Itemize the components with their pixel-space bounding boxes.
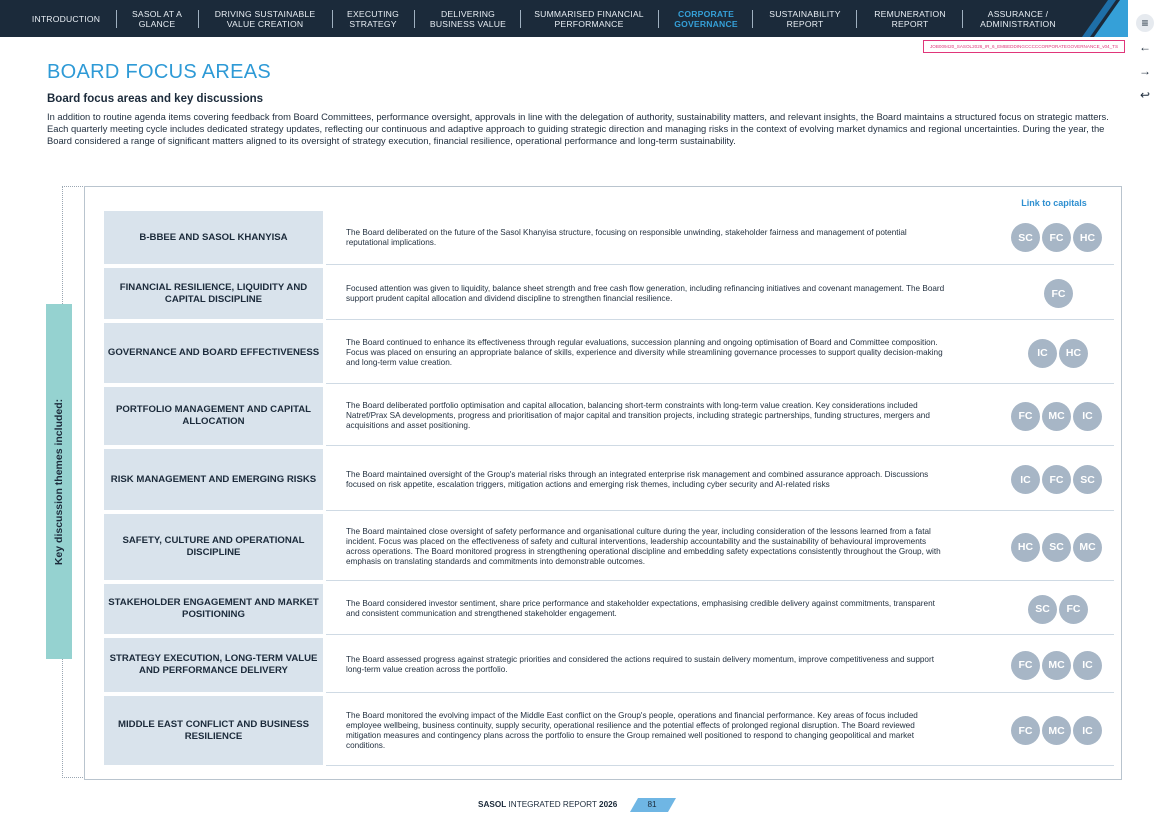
capital-badge: HC — [1011, 533, 1040, 562]
capitals-group — [1044, 268, 1073, 319]
focus-description-cell — [326, 638, 1114, 693]
focus-theme: RISK MANAGEMENT AND EMERGING RISKS — [104, 449, 323, 510]
focus-row — [104, 323, 1114, 383]
nav-introduction[interactable]: INTRODUCTION — [31, 13, 101, 24]
focus-description: The Board continued to enhance its effectiveness through regular evaluations, succession planning and ongoing optimisation of Board and Committee composition. Focus was placed on ensuring an appropriate balance of skills, experience and diversity while streamlining governance processes to support quality decision-making and long-term value creation. — [346, 338, 943, 367]
focus-description: The Board deliberated on the future of the Sasol Khanyisa structure, focusing on responsible unwinding, stakeholder fairness and management of potential reputational implications. — [346, 227, 907, 247]
capital-badge: IC — [1073, 651, 1102, 680]
page-footer — [0, 798, 1168, 812]
capital-badge: SC — [1073, 465, 1102, 494]
capital-badge: HC — [1073, 223, 1102, 252]
focus-description-cell — [326, 696, 1114, 766]
focus-description-cell — [326, 268, 1114, 320]
focus-description: The Board monitored the evolving impact of the Middle East conflict on the Group's people, operations and financial performance. Key areas of focus included employee wellbeing, business continuity, supply security, operational resilience and the potential effects of prolonged regional disruption. The Board reviewed mitigation measures and contingency plans across the portfolio to ensure the Group remained well positioned to respond to changing geopolitical and market conditions. — [346, 710, 918, 750]
nav-separator — [198, 10, 199, 28]
capital-badge: FC — [1011, 402, 1040, 431]
nav-assurance-administration[interactable]: ASSURANCE / ADMINISTRATION — [980, 8, 1056, 29]
nav-summarised-financial-performance[interactable]: SUMMARISED FINANCIAL PERFORMANCE — [534, 8, 644, 29]
section-heading: Board focus areas and key discussions — [47, 93, 264, 105]
capital-badge: SC — [1011, 223, 1040, 252]
page-title: BOARD FOCUS AREAS — [47, 61, 272, 83]
footer-brand: SASOL — [478, 800, 507, 809]
link-to-capitals-header: Link to capitals — [1021, 198, 1087, 208]
back-arrow-icon[interactable]: ← — [1136, 38, 1154, 56]
capital-badge: FC — [1042, 465, 1071, 494]
nav-separator — [752, 10, 753, 28]
capitals-group — [1011, 514, 1102, 580]
capital-badge: FC — [1011, 651, 1040, 680]
focus-theme: SAFETY, CULTURE AND OPERATIONAL DISCIPLINE — [104, 514, 323, 580]
footer-text — [478, 798, 617, 812]
nav-delivering-business-value[interactable]: DELIVERING BUSINESS VALUE — [429, 8, 507, 29]
focus-theme: FINANCIAL RESILIENCE, LIQUIDITY AND CAPITAL DISCIPLINE — [104, 268, 323, 319]
focus-description: Focused attention was given to liquidity, balance sheet strength and free cash flow generation, including refinancing initiatives and covenant management. The Board support prudent capital allocation and dividend discipline to strengthen financial resilience. — [346, 283, 945, 303]
focus-row — [104, 387, 1114, 445]
capitals-group — [1011, 638, 1102, 692]
focus-theme: STRATEGY EXECUTION, LONG-TERM VALUE AND PERFORMANCE DELIVERY — [104, 638, 323, 692]
focus-description-cell — [326, 387, 1114, 446]
focus-description: The Board deliberated portfolio optimisation and capital allocation, balancing short-term constraints with long-term value creation. Key considerations included Natref/Prax SA developments, progress and prioritisation of major capital and transition projects, including strategic partnerships, funding structures, mergers and acquisitions and asset positioning. — [346, 401, 930, 430]
capital-badge: HC — [1059, 339, 1088, 368]
focus-theme: STAKEHOLDER ENGAGEMENT AND MARKET POSITIONING — [104, 584, 323, 634]
focus-description: The Board considered investor sentiment, share price performance and stakeholder expectations, emphasising credible delivery against commitments, transparent and consistent communication and strengthened stakeholder engagement. — [346, 599, 935, 618]
focus-description-cell — [326, 514, 1114, 581]
focus-row — [104, 514, 1114, 580]
focus-description-cell — [326, 211, 1114, 265]
focus-theme: PORTFOLIO MANAGEMENT AND CAPITAL ALLOCATION — [104, 387, 323, 445]
focus-theme: B-BBEE AND SASOL KHANYISA — [104, 211, 323, 264]
capitals-group — [1011, 387, 1102, 445]
focus-row — [104, 584, 1114, 634]
capital-badge: SC — [1028, 595, 1057, 624]
footer-report-name: INTEGRATED REPORT — [508, 800, 597, 809]
page-number: 81 — [647, 800, 657, 809]
capital-badge: IC — [1011, 465, 1040, 494]
focus-description-cell — [326, 449, 1114, 511]
focus-description: The Board maintained close oversight of safety performance and organisational culture during the year, including consideration of the lessons learned from a fatal incident. Focus was placed on the effectiveness of safety and cultural interventions, leadership accountability and the sustainability of behavioural improvements across operations. The Board monitored progress in strengthening operational discipline and embedding safety expectations consistently throughout the Group, with emphasis on translating standards and commitments into demonstrable outcomes. — [346, 527, 941, 566]
capital-badge: MC — [1042, 651, 1071, 680]
nav-driving-sustainable-value-creation[interactable]: DRIVING SUSTAINABLE VALUE CREATION — [214, 8, 316, 29]
capital-badge: IC — [1073, 402, 1102, 431]
nav-sustainability-report[interactable]: SUSTAINABILITY REPORT — [769, 8, 841, 29]
focus-row — [104, 638, 1114, 692]
capitals-group — [1028, 584, 1088, 634]
capital-badge: MC — [1073, 533, 1102, 562]
menu-icon[interactable]: ≡ — [1136, 14, 1154, 32]
nav-separator — [856, 10, 857, 28]
capitals-group — [1011, 696, 1102, 765]
capital-badge: FC — [1011, 716, 1040, 745]
side-label-text: Key discussion themes included: — [53, 398, 66, 565]
nav-separator — [414, 10, 415, 28]
forward-arrow-icon[interactable]: → — [1136, 62, 1154, 80]
focus-description-cell — [326, 584, 1114, 635]
focus-row — [104, 211, 1114, 264]
capital-badge: IC — [1073, 716, 1102, 745]
focus-description: The Board maintained oversight of the Group's material risks through an integrated enterprise risk management and combined assurance approach. Discussions focused on risk appetite, escalation triggers, mitigation actions and emerging risk themes, including cyber security and AI-related risks — [346, 469, 929, 489]
focus-theme: GOVERNANCE AND BOARD EFFECTIVENESS — [104, 323, 323, 383]
nav-separator — [658, 10, 659, 28]
return-icon[interactable]: ↩ — [1136, 86, 1154, 104]
capital-badge: FC — [1042, 223, 1071, 252]
nav-separator — [520, 10, 521, 28]
capitals-group — [1011, 449, 1102, 510]
capital-badge: FC — [1059, 595, 1088, 624]
capitals-group — [1011, 211, 1102, 264]
nav-executing-strategy[interactable]: EXECUTING STRATEGY — [347, 8, 399, 29]
focus-row — [104, 449, 1114, 510]
capital-badge: SC — [1042, 533, 1071, 562]
capital-badge: MC — [1042, 716, 1071, 745]
focus-row — [104, 268, 1114, 319]
nav-corporate-governance[interactable]: CORPORATE GOVERNANCE — [674, 8, 738, 29]
footer-year: 2026 — [599, 800, 618, 809]
brand-stripe-icon — [1072, 0, 1128, 37]
intro-paragraph: In addition to routine agenda items covering feedback from Board Committees, performance oversight, approvals in line with the delegation of authority, sustainability matters, and relevant insights, the Board maintains a structured focus on strategic matters. Each quarterly meeting cycle includes dedicated strategy updates, reflecting our continuous and adaptive approach to guiding strategic direction and managing risks in the context of evolving market dynamics and regional uncertainties. During the year, the Board considered a range of significant matters aligned to its oversight of strategy execution, financial resilience, operational performance and long-term sustainability. — [47, 111, 1109, 146]
side-label — [46, 304, 72, 659]
nav-separator — [116, 10, 117, 28]
nav-separator — [962, 10, 963, 28]
nav-separator — [332, 10, 333, 28]
focus-theme: MIDDLE EAST CONFLICT AND BUSINESS RESILIENCE — [104, 696, 323, 765]
focus-description-cell — [326, 323, 1114, 384]
nav-sasol-at-a-glance[interactable]: SASOL AT A GLANCE — [131, 8, 183, 29]
job-reference-tag: JOB009420_SASOL2026_IR_6_EMBEDDINGCCCCCORPORATEGOVERNANCE_v04_TS — [923, 40, 1125, 53]
top-navigation — [0, 0, 1128, 37]
focus-row — [104, 696, 1114, 765]
capitals-group — [1028, 323, 1088, 383]
capital-badge: IC — [1028, 339, 1057, 368]
nav-remuneration-report[interactable]: REMUNERATION REPORT — [874, 8, 946, 29]
capital-badge: MC — [1042, 402, 1071, 431]
capital-badge: FC — [1044, 279, 1073, 308]
focus-description: The Board assessed progress against strategic priorities and considered the actions required to sustain delivery momentum, improve competitiveness and support long-term value creation across the portfolio. — [346, 655, 934, 674]
